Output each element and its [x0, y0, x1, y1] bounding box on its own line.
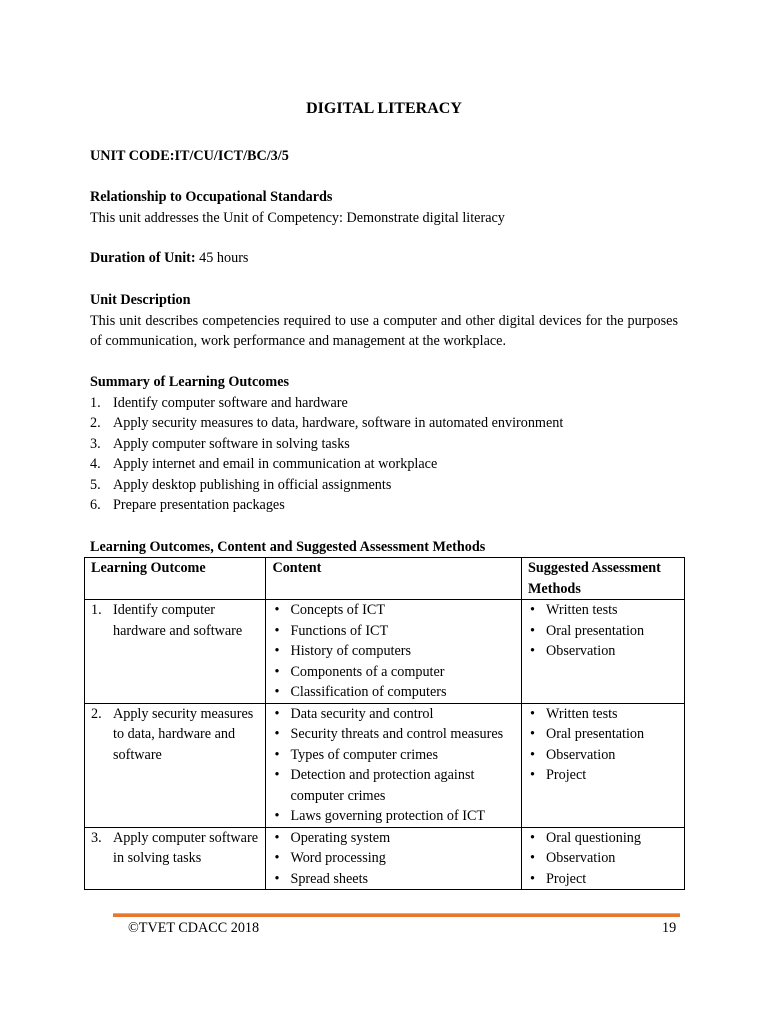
summary-list: [90, 393, 678, 516]
description-section: [90, 290, 678, 352]
method-item: • Project: [528, 869, 679, 890]
duration-value: 45 hours: [195, 250, 249, 266]
content-item: • Concepts of ICT: [272, 600, 516, 621]
summary-section: [90, 372, 678, 516]
assessment-table: [84, 557, 685, 890]
page-title: DIGITAL LITERACY: [306, 100, 462, 117]
outcome-cell: [85, 827, 266, 890]
content-cell: [266, 600, 522, 704]
list-item: [90, 434, 678, 455]
list-item-number: 5.: [90, 476, 101, 493]
methods-cell: [522, 703, 685, 827]
outcome-number: 1.: [91, 602, 102, 618]
list-item-number: 4.: [90, 456, 101, 472]
method-item: • Written tests: [528, 600, 679, 621]
list-item-number: 3.: [90, 435, 101, 452]
table-heading: Learning Outcomes, Content and Suggested Assessment Methods: [90, 539, 486, 555]
content-item: • History of computers: [272, 641, 516, 662]
outcome-text: Identify computer hardware and software: [113, 602, 243, 639]
outcome-cell: [85, 703, 266, 827]
outcome-text: Apply security measures to data, hardware and software: [113, 705, 254, 763]
summary-heading: Summary of Learning Outcomes: [90, 374, 290, 390]
content-item: • Operating system: [272, 828, 516, 849]
content-cell: [266, 703, 522, 827]
table-row: [85, 600, 685, 704]
list-item-text: Prepare presentation packages: [113, 497, 285, 513]
content-item: • Types of computer crimes: [272, 745, 516, 766]
list-item: [90, 393, 678, 414]
list-item-text: Apply desktop publishing in official assignments: [113, 476, 392, 493]
content-cell: [266, 827, 522, 890]
relationship-heading: Relationship to Occupational Standards: [90, 189, 333, 205]
content-item: • Functions of ICT: [272, 621, 516, 642]
content-item: • Security threats and control measures: [272, 724, 516, 745]
list-item-number: 6.: [90, 497, 101, 513]
table-header-row: [85, 558, 685, 600]
method-item: • Observation: [528, 641, 679, 662]
list-item: [90, 454, 678, 475]
content-item: • Spread sheets: [272, 869, 516, 890]
header-content: Content: [266, 558, 522, 600]
header-assessment-methods: Suggested Assessment Methods: [522, 558, 685, 600]
list-item-number: 2.: [90, 415, 101, 431]
unit-code: UNIT CODE:IT/CU/ICT/BC/3/5: [90, 148, 289, 164]
list-item-number: 1.: [90, 394, 101, 411]
list-item-text: Apply computer software in solving tasks: [113, 435, 350, 452]
method-item: • Oral presentation: [528, 724, 679, 745]
content-item: • Laws governing protection of ICT: [272, 806, 516, 827]
page-number: 19: [662, 920, 677, 936]
footer-copyright: ©TVET CDACC 2018: [128, 920, 260, 936]
content-item: • Data security and control: [272, 704, 516, 725]
content-item: • Components of a computer: [272, 662, 516, 683]
table-row: [85, 827, 685, 890]
content-item: • Detection and protection against computer crimes: [272, 765, 516, 806]
table-row: [85, 703, 685, 827]
outcome-number: 2.: [91, 705, 102, 722]
list-item-text: Apply internet and email in communication at workplace: [113, 456, 438, 472]
relationship-section: [90, 187, 678, 228]
description-heading: Unit Description: [90, 292, 191, 308]
list-item-text: Identify computer software and hardware: [113, 394, 348, 411]
methods-cell: [522, 827, 685, 890]
duration-section: [90, 248, 678, 269]
content-item: • Classification of computers: [272, 682, 516, 703]
method-item: • Observation: [528, 745, 679, 766]
methods-cell: [522, 600, 685, 704]
outcome-number: 3.: [91, 829, 102, 846]
list-item: [90, 495, 678, 516]
outcome-text: Apply computer software in solving tasks: [113, 829, 258, 866]
method-item: • Written tests: [528, 704, 679, 725]
outcome-cell: [85, 600, 266, 704]
content-item: • Word processing: [272, 848, 516, 869]
method-item: • Observation: [528, 848, 679, 869]
footer-rule: [113, 913, 680, 917]
list-item: [90, 475, 678, 496]
header-learning-outcome: Learning Outcome: [85, 558, 266, 600]
list-item: [90, 413, 678, 434]
description-text: This unit describes competencies required to use a computer and other digital devices for the purposes of communication, work performance and management at the workplace.: [90, 312, 678, 349]
method-item: • Project: [528, 765, 679, 786]
relationship-text: This unit addresses the Unit of Competency: Demonstrate digital literacy: [90, 209, 505, 226]
method-item: • Oral presentation: [528, 621, 679, 642]
list-item-text: Apply security measures to data, hardware, software in automated environment: [113, 415, 564, 431]
method-item: • Oral questioning: [528, 828, 679, 849]
duration-label: Duration of Unit:: [90, 250, 196, 266]
